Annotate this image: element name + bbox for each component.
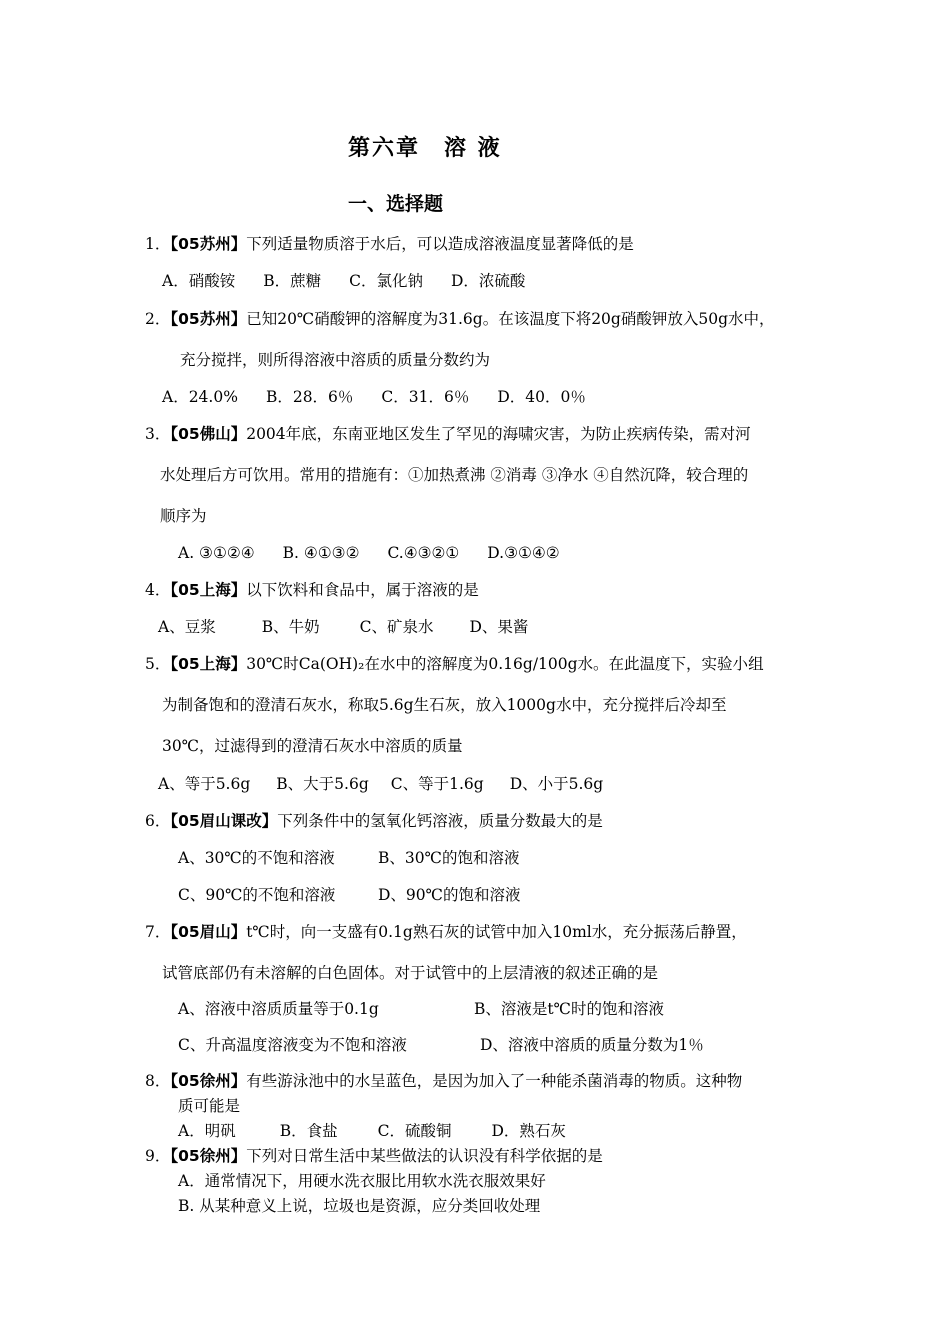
question-text: 2004年底，东南亚地区发生了罕见的海啸灾害，为防止疾病传染，需对河 <box>246 425 751 443</box>
question-6 <box>145 811 603 831</box>
question-3 <box>145 424 751 444</box>
question-number: 9． <box>145 1147 171 1165</box>
question-9 <box>145 1146 603 1166</box>
option-a: A. ③①②④ <box>178 544 255 562</box>
option-d: D．熟石灰 <box>491 1122 566 1140</box>
question-8-options <box>178 1121 594 1141</box>
question-5-options <box>158 774 631 794</box>
question-text: 下列对日常生活中某些做法的认识没有科学依据的是 <box>246 1147 603 1165</box>
option-a: A、等于5.6g <box>158 775 251 793</box>
option-c: C、升高温度溶液变为不饱和溶液 <box>178 1036 407 1054</box>
question-text: 已知20℃硝酸钾的溶解度为31.6g。在该温度下将20g硝酸钾放入50g水中， <box>246 310 775 328</box>
question-source: 【05徐州】 <box>170 1072 247 1090</box>
option-a: A、豆浆 <box>158 618 216 636</box>
question-number: 3． <box>145 425 171 443</box>
question-source: 【05上海】 <box>170 655 247 673</box>
question-7-text-line-2: 试管底部仍有未溶解的白色固体。对于试管中的上层清液的叙述正确的是 <box>162 964 659 982</box>
option-d: D．40．0％ <box>497 388 586 406</box>
question-3-text-line-3: 顺序为 <box>160 507 207 525</box>
question-source: 【05徐州】 <box>170 1147 247 1165</box>
question-9-option-a: A．通常情况下，用硬水洗衣服比用软水洗衣服效果好 <box>178 1172 546 1190</box>
question-number: 1． <box>145 235 171 253</box>
question-source: 【05眉山】 <box>170 923 247 941</box>
question-text: t℃时，向一支盛有0.1g熟石灰的试管中加入10ml水，充分振荡后静置， <box>246 923 747 941</box>
option-b: B、溶液是t℃时的饱和溶液 <box>474 1000 664 1018</box>
question-2 <box>145 309 775 329</box>
option-d: D、果酱 <box>469 618 529 636</box>
question-number: 7． <box>145 923 171 941</box>
question-6-options-row-1 <box>178 848 519 868</box>
question-source: 【05苏州】 <box>170 310 247 328</box>
option-a: A．明矾 <box>178 1122 236 1140</box>
option-b: B、大于5.6g <box>276 775 369 793</box>
option-c: C、等于1.6g <box>390 775 484 793</box>
option-b: B、30℃的饱和溶液 <box>378 849 520 867</box>
question-2-text-line-2: 充分搅拌，则所得溶液中溶质的质量分数约为 <box>180 351 491 369</box>
option-c: C、矿泉水 <box>359 618 434 636</box>
option-d: D.③①④② <box>487 544 560 562</box>
option-b: B．食盐 <box>279 1122 338 1140</box>
question-text: 30℃时Ca(OH)₂在水中的溶解度为0.16g/100g水。在此温度下，实验小组 <box>246 655 764 673</box>
question-text: 下列条件中的氢氧化钙溶液，质量分数最大的是 <box>277 812 603 830</box>
question-8 <box>145 1071 742 1091</box>
question-6-options-row-2 <box>178 885 521 905</box>
question-1 <box>145 234 634 254</box>
question-source: 【05佛山】 <box>170 425 247 443</box>
question-text: 以下饮料和食品中，属于溶液的是 <box>246 581 479 599</box>
option-a: A、溶液中溶质质量等于0.1g <box>178 1000 379 1018</box>
option-d: D．浓硫酸 <box>450 272 526 290</box>
question-3-options <box>178 543 588 563</box>
option-a: A、30℃的不饱和溶液 <box>178 849 335 867</box>
question-2-options <box>162 387 614 407</box>
question-3-text-line-2: 水处理后方可饮用。常用的措施有：①加热煮沸 ②消毒 ③净水 ④自然沉降，较合理的 <box>160 466 749 484</box>
option-c: C．硫酸铜 <box>377 1122 452 1140</box>
question-7-options-row-1 <box>178 999 664 1019</box>
question-5-text-line-3: 30℃，过滤得到的澄清石灰水中溶质的质量 <box>162 737 463 755</box>
question-7-options-row-2 <box>178 1035 704 1055</box>
question-text: 有些游泳池中的水呈蓝色，是因为加入了一种能杀菌消毒的物质。这种物 <box>246 1072 743 1090</box>
option-c: C.④③②① <box>387 544 460 562</box>
option-b: B、牛奶 <box>261 618 320 636</box>
question-1-options <box>162 271 553 291</box>
question-5 <box>145 654 764 674</box>
question-source: 【05苏州】 <box>170 235 247 253</box>
option-a: A．24.0% <box>162 388 238 406</box>
option-c: C．氯化钠 <box>349 272 423 290</box>
question-4 <box>145 580 479 600</box>
option-c: C．31．6％ <box>381 388 470 406</box>
option-d: D、溶液中溶质的质量分数为1％ <box>480 1036 704 1054</box>
question-9-option-b: B. 从某种意义上说，垃圾也是资源，应分类回收处理 <box>178 1197 541 1215</box>
option-b: B．蔗糖 <box>263 272 322 290</box>
question-8-text-line-2: 质可能是 <box>178 1097 241 1115</box>
option-d: D、小于5.6g <box>509 775 604 793</box>
question-number: 6． <box>145 812 171 830</box>
section-heading: 一、选择题 <box>348 193 444 215</box>
option-b: B. ④①③② <box>282 544 360 562</box>
option-b: B．28．6％ <box>265 388 354 406</box>
question-number: 2． <box>145 310 171 328</box>
chapter-title: 第六章 溶 液 <box>348 135 502 161</box>
question-source: 【05眉山课改】 <box>170 812 278 830</box>
question-source: 【05上海】 <box>170 581 247 599</box>
question-number: 4． <box>145 581 171 599</box>
option-a: A．硝酸铵 <box>162 272 236 290</box>
question-number: 8． <box>145 1072 171 1090</box>
option-c: C、90℃的不饱和溶液 <box>178 886 336 904</box>
question-4-options <box>158 617 556 637</box>
question-5-text-line-2: 为制备饱和的澄清石灰水，称取5.6g生石灰，放入1000g水中，充分搅拌后冷却至 <box>162 696 727 714</box>
option-d: D、90℃的饱和溶液 <box>378 886 521 904</box>
question-number: 5． <box>145 655 171 673</box>
question-7 <box>145 922 747 942</box>
question-text: 下列适量物质溶于水后，可以造成溶液温度显著降低的是 <box>246 235 634 253</box>
